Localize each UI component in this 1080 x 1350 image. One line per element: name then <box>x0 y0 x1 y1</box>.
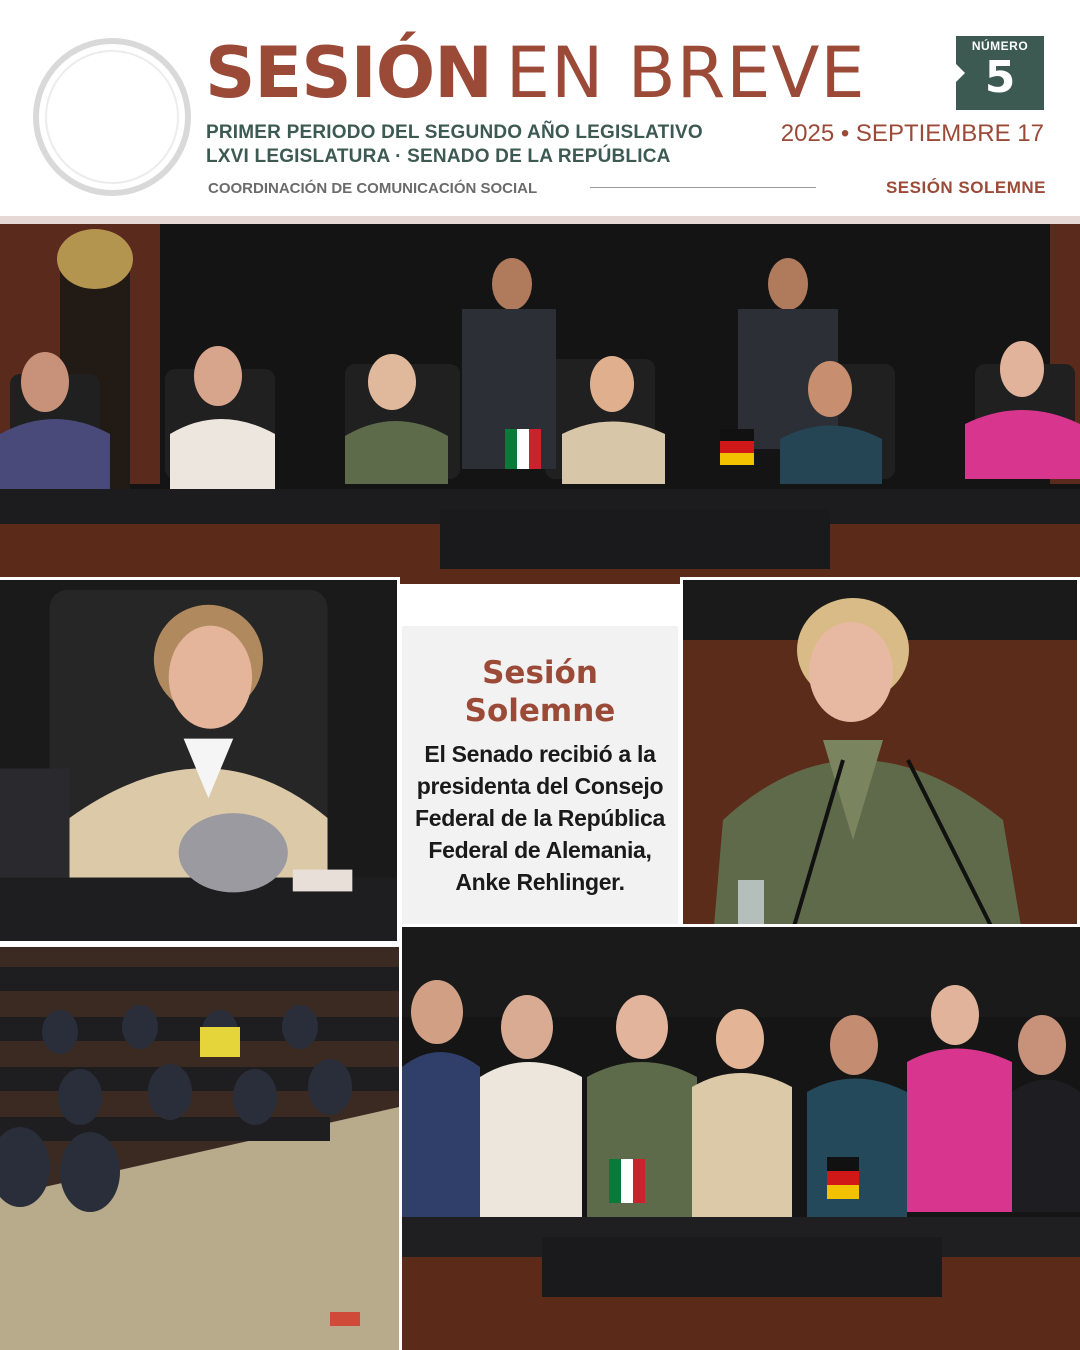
session-date: 2025 • SEPTIEMBRE 17 <box>780 120 1044 147</box>
title-light: EN BREVE <box>505 32 866 114</box>
card-title <box>402 654 678 730</box>
coordination-label: COORDINACIÓN DE COMUNICACIÓN SOCIAL <box>208 180 538 197</box>
card-text-line: El Senado recibió a la <box>424 741 656 767</box>
card-title-line: Solemne <box>464 693 616 729</box>
card-text-line: Federal de Alemania, <box>428 837 652 863</box>
card-description <box>402 738 678 898</box>
issue-number-label: NÚMERO <box>971 39 1029 53</box>
divider-line <box>590 187 816 188</box>
presidium-photo <box>0 224 1080 584</box>
group-photo <box>402 924 1080 1350</box>
legislature-subtitle: LXVI LEGISLATURA · SENADO DE LA REPÚBLICA <box>206 146 671 167</box>
president-speaking-photo <box>0 577 400 941</box>
card-title-line: Sesión <box>482 655 598 691</box>
senate-seal-icon <box>30 35 194 199</box>
senate-floor-photo <box>0 944 402 1350</box>
session-summary-card <box>402 626 678 924</box>
session-type-tag: SESIÓN SOLEMNE <box>885 178 1046 197</box>
page-header <box>0 0 1080 218</box>
card-text-line: Federal de la República <box>414 805 666 831</box>
card-text-line: presidenta del Consejo <box>416 773 664 799</box>
guest-speaker-photo <box>680 577 1080 941</box>
issue-number-badge <box>956 36 1044 110</box>
title-bold: SESIÓN <box>205 32 492 114</box>
card-text-line: Anke Rehlinger. <box>455 869 625 895</box>
issue-number-value: 5 <box>984 52 1016 103</box>
period-subtitle: PRIMER PERIODO DEL SEGUNDO AÑO LEGISLATIVO <box>206 122 703 143</box>
publication-title <box>205 30 866 116</box>
header-divider <box>0 216 1080 224</box>
